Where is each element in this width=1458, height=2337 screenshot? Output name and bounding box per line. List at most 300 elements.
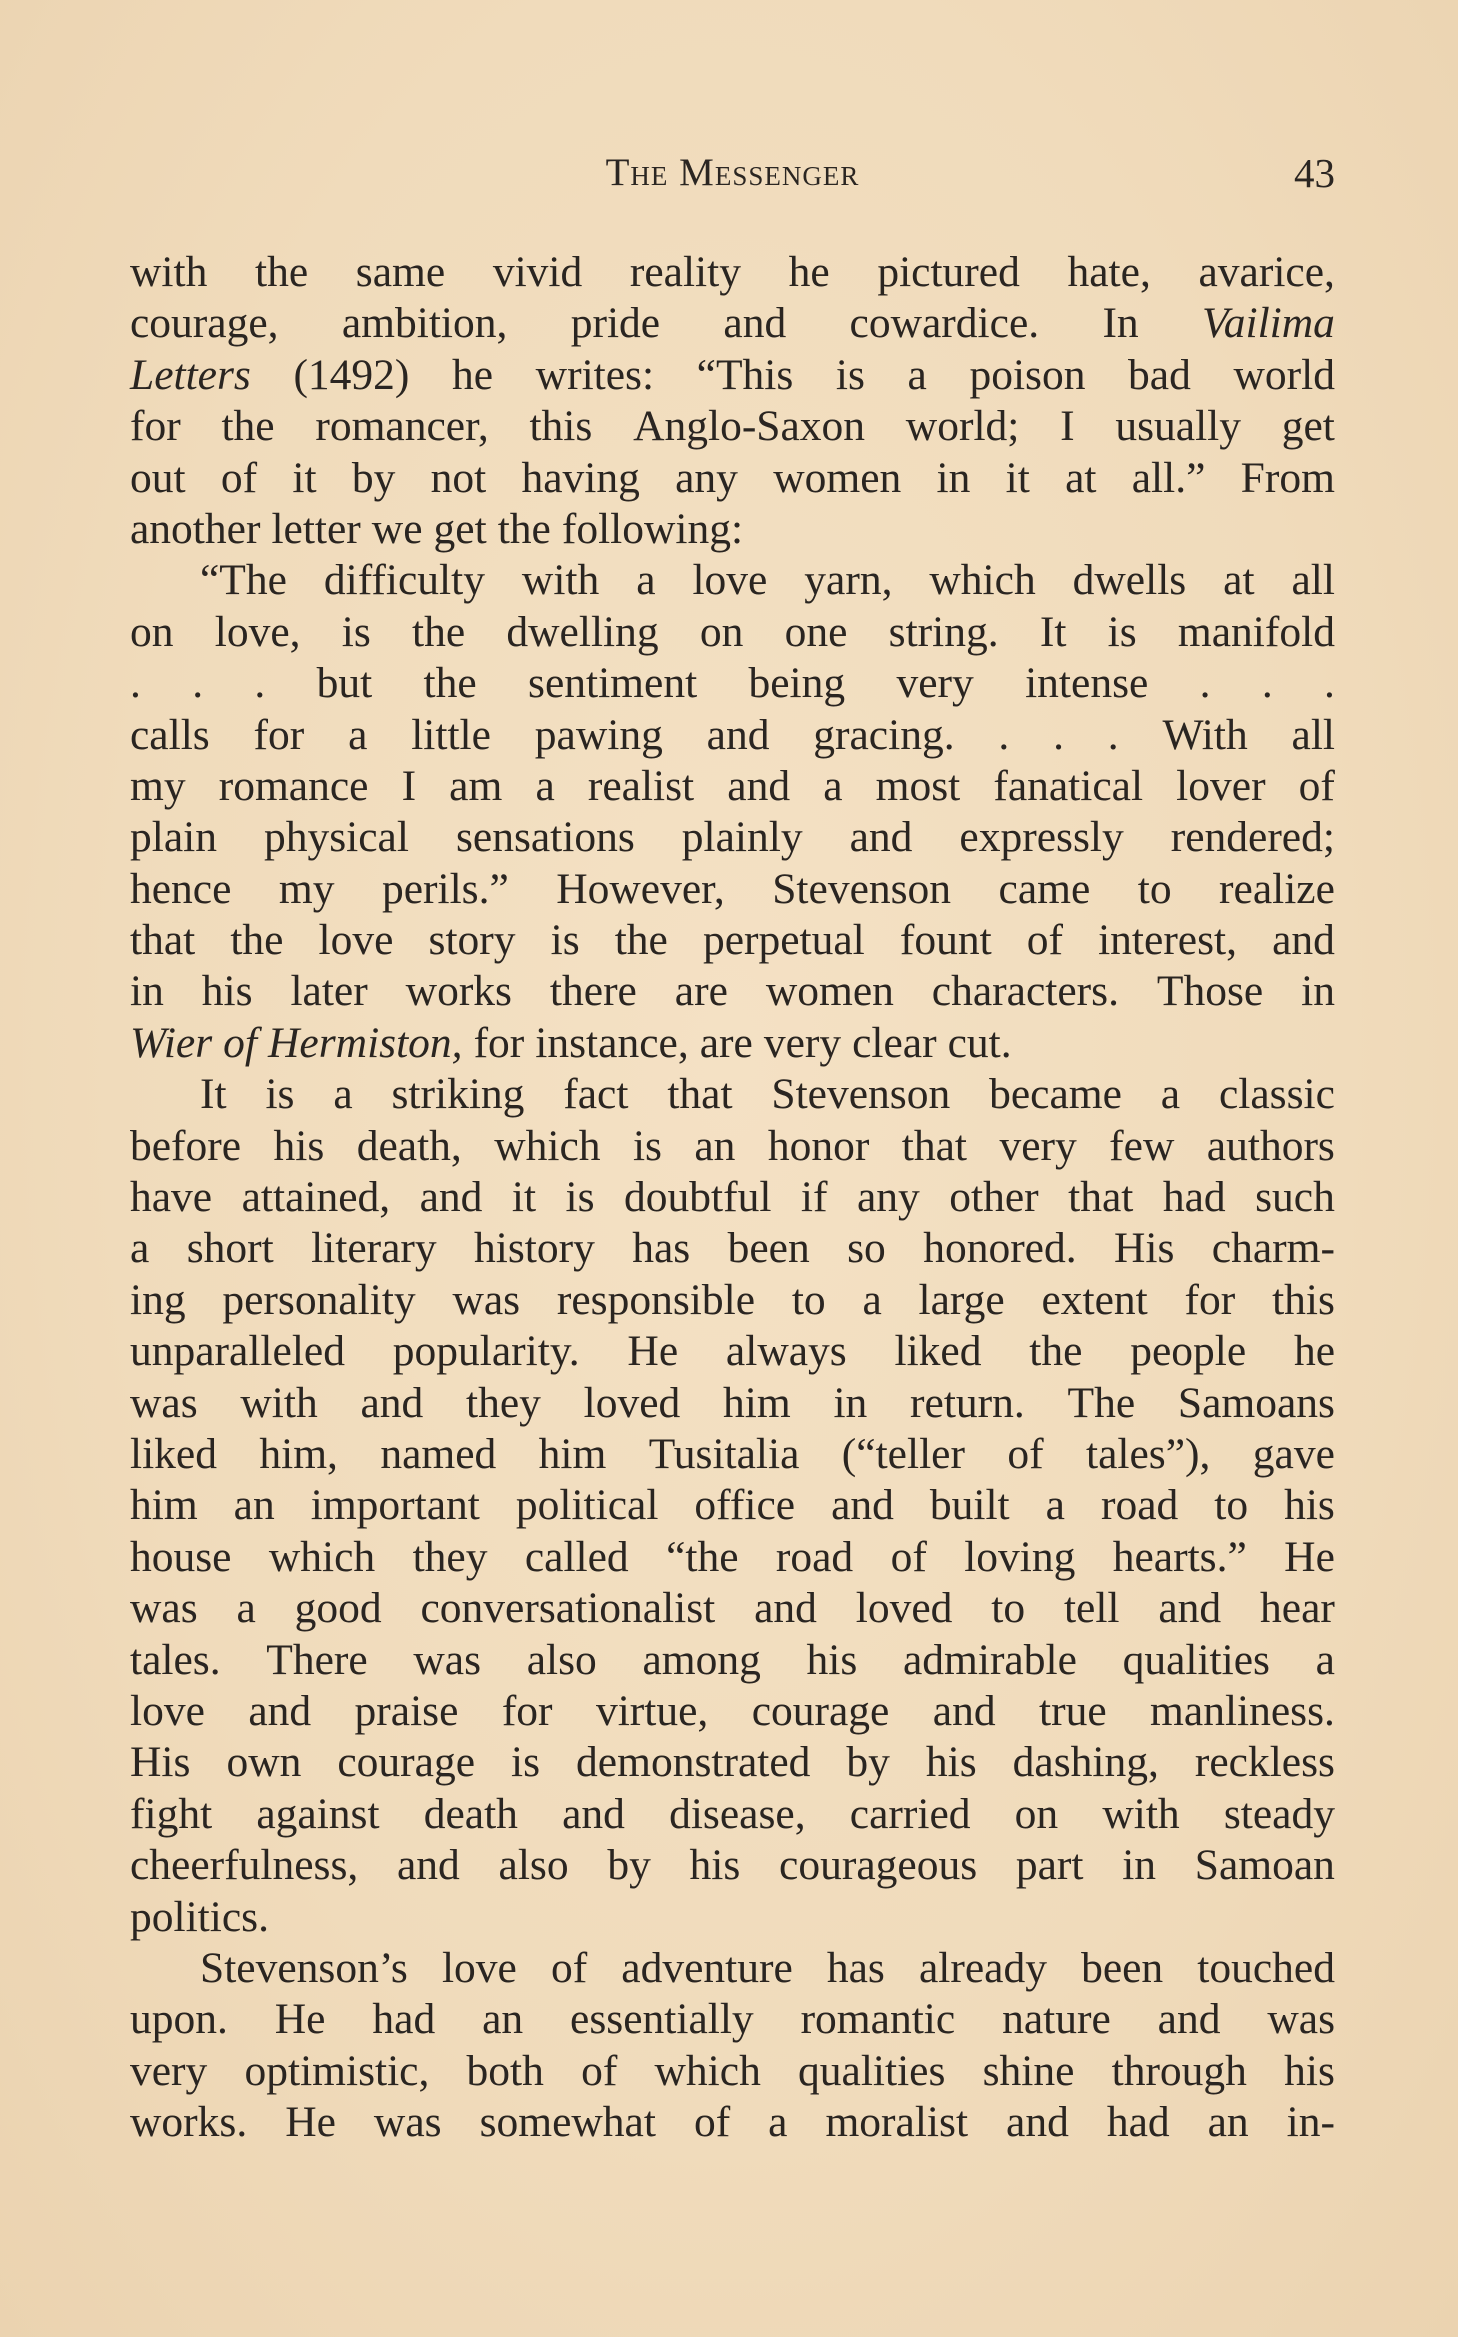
word: him [130,1481,198,1530]
word: romantic [800,1995,956,2044]
word: It [200,1070,227,1119]
word: is [341,607,371,656]
word: virtue, [595,1686,709,1735]
word: striking [391,1070,525,1119]
word: came [998,864,1091,913]
text-line [130,812,1335,863]
word: a [130,1224,150,1273]
word: women [773,453,902,502]
word: I [1060,402,1075,451]
word: Stevenson’s [200,1943,408,1992]
word: also [526,1635,597,1684]
word: is [632,1121,662,1170]
word: and [849,813,913,862]
word: his [925,1738,977,1787]
word: vivid [492,248,583,296]
word: history [474,1224,595,1273]
word: realize [1219,864,1335,913]
word: honored. [923,1224,1077,1273]
text-line [130,1789,1335,1840]
word: The [1067,1378,1136,1427]
word: house [130,1532,232,1581]
page-number: 43 [1294,150,1335,196]
text-line [130,555,1335,606]
word: an [694,1121,736,1170]
text-line [130,658,1335,709]
word: by [607,1841,651,1890]
word: has [826,1943,885,1992]
text-line [130,1532,1335,1583]
word: the [1029,1327,1083,1376]
word: return. [910,1378,1025,1427]
word: office [694,1481,796,1530]
word: In [1102,299,1139,348]
text-line [130,1223,1335,1274]
word: dwells [1072,556,1187,605]
word: his [1284,1481,1335,1530]
text-line [130,1635,1335,1686]
word: a [636,556,656,605]
word: a [768,2098,788,2147]
word: of [1298,761,1335,810]
word: among [642,1635,761,1684]
word: Hermiston, [268,1018,463,1067]
body-text [130,247,1335,2148]
word: Samoans [1177,1378,1335,1427]
text-line [130,1686,1335,1737]
word: lover [1176,761,1266,810]
word: . [254,659,266,708]
word: story [428,916,516,965]
word: had [1106,2098,1170,2147]
word: his [1284,2046,1335,2095]
word: other [949,1173,1039,1222]
word: it [511,1173,537,1222]
word: carried [849,1789,971,1838]
word: and [754,1584,817,1633]
word: all [1291,710,1335,759]
word: writes: [535,350,655,399]
word: women [765,967,894,1016]
word: and [419,1173,483,1222]
word: loved [855,1584,953,1633]
word: However, [556,864,725,913]
text-line [130,1121,1335,1172]
word: realist [587,761,695,810]
word: that [130,916,196,965]
word: it [292,453,317,502]
word: loving [964,1532,1076,1581]
word: are [699,1018,753,1067]
word: his [201,967,253,1016]
word: and [831,1481,894,1530]
word: it [1005,453,1030,502]
word: pawing [534,710,663,759]
word: “the [666,1532,739,1581]
word: tales”), [1085,1429,1211,1478]
word: following: [561,504,744,553]
word: which [494,1121,601,1170]
word: hear [1260,1584,1335,1633]
word: an [233,1481,275,1530]
word: usually [1115,402,1242,451]
word: cheerfulness, [130,1841,359,1890]
word: large [918,1275,1005,1324]
word: expressly [959,813,1124,862]
page-header [130,143,1335,203]
text-line [130,504,1335,555]
word: to [1214,1481,1249,1530]
word: had [1162,1173,1226,1222]
word: authors [1206,1121,1335,1170]
word: loved [583,1378,681,1427]
text-line [130,864,1335,915]
text-line [130,1069,1335,1120]
word: the [254,248,309,296]
word: if [800,1173,828,1222]
word: been [727,1224,810,1273]
word: yarn, [804,556,893,605]
word: a [862,1275,882,1324]
word: love, [214,607,301,656]
word: courage [337,1738,476,1787]
word: that [901,1121,968,1170]
word: to [791,1275,826,1324]
word: is [565,1173,595,1222]
word: was [130,1584,198,1633]
text-line [130,1018,1335,1069]
word: a [1160,1070,1181,1119]
word: fight [130,1789,213,1838]
word: am [449,761,503,810]
word: political [515,1481,659,1530]
word: any [675,453,738,502]
word: very [130,2046,208,2095]
word: I [401,761,417,810]
word: for [1184,1275,1236,1324]
text-line [130,1326,1335,1377]
word: he [788,248,830,296]
word: a [535,761,555,810]
word: plain [130,813,217,862]
word: romancer, [315,402,489,451]
word: the [614,916,668,965]
word: had [372,1995,436,2044]
word: a [823,761,843,810]
word: attained, [241,1173,391,1222]
word: popularity. [392,1327,580,1376]
word: honor [767,1121,870,1170]
word: there [549,967,637,1016]
word: doubtful [624,1173,772,1222]
word: he [1293,1327,1335,1376]
word: his [806,1635,858,1684]
word: responsible [556,1275,756,1324]
word: with [521,556,600,605]
word: for [473,1018,525,1067]
word: the [423,659,477,708]
word: courage, [130,299,279,348]
running-title: The Messenger [605,151,860,194]
word: and [727,761,791,810]
word: are [674,967,728,1016]
word: Stevenson [772,864,952,913]
word: adventure [621,1943,793,1992]
word: in [130,967,164,1016]
word: shine [982,2046,1075,2095]
word: that [667,1070,733,1119]
word: works. [130,2098,248,2147]
word: ambition, [341,299,508,348]
word: him [538,1429,607,1478]
word: intense [1025,659,1149,708]
word: . [1324,659,1335,708]
word: qualities [1122,1635,1270,1684]
word: of [1007,1429,1044,1478]
word: few [1109,1121,1175,1170]
word: difficulty [323,556,485,605]
word: is [511,1738,541,1787]
word: literary [311,1224,437,1273]
word: his [273,1121,325,1170]
word: plainly [681,813,803,862]
word: against [256,1789,380,1838]
word: sentiment [528,659,698,708]
word: characters. [931,967,1119,1016]
word: hearts.” [1112,1532,1247,1581]
word: the [230,916,284,965]
word: courageous [779,1841,978,1890]
word: pictured [877,248,1020,296]
word: . [130,659,141,708]
word: a [333,1070,353,1119]
word: (1492) [293,350,410,399]
word: an [1207,2098,1249,2147]
word: before [130,1121,242,1170]
word: He [1284,1532,1335,1581]
word: my [130,761,186,810]
word: not [430,453,487,502]
word: also [498,1841,569,1890]
word: liked [894,1327,982,1376]
word: pride [570,299,661,348]
word: He [627,1327,679,1376]
text-line [130,1892,1335,1943]
word: both [466,2046,544,2095]
text-line [130,710,1335,761]
word: and [1006,2098,1069,2147]
word: they [466,1378,541,1427]
word: good [294,1584,382,1633]
word: love [692,556,768,605]
word: of [223,1018,258,1067]
text-line [130,915,1335,966]
text-line [130,1480,1335,1531]
word: my [278,864,335,913]
word: on [1014,1789,1059,1838]
word: of [1026,916,1064,965]
word: later [290,967,368,1016]
word: for [253,710,305,759]
word: being [748,659,846,708]
word: demonstrated [576,1738,811,1787]
word: Vailima [1202,299,1335,348]
word: world [1233,350,1335,399]
word: Samoan [1194,1841,1335,1890]
text-line [130,350,1335,401]
word: gracing. [813,710,955,759]
word: death, [356,1121,462,1170]
word: the [412,607,466,656]
word: charm- [1211,1224,1335,1273]
text-line [130,1172,1335,1223]
word: letter [271,504,361,553]
word: world; [905,402,1020,451]
word: dwelling [506,607,659,656]
text-line [130,247,1335,298]
word: nature [1002,1995,1111,2044]
word: was [130,1378,198,1427]
word: with [130,248,208,296]
word: in- [1286,2098,1335,2147]
word: in [1122,1841,1157,1890]
word: all [1291,556,1335,605]
word: Tusitalia [648,1429,800,1478]
word: dashing, [1012,1738,1159,1787]
word: Stevenson [771,1070,951,1119]
word: this [529,402,593,451]
word: ing [130,1275,186,1324]
word: bad [1128,350,1191,399]
word: people [1130,1327,1247,1376]
word: have [130,1173,213,1222]
word: rendered; [1170,813,1335,862]
word: extent [1041,1275,1148,1324]
word: fanatical [993,761,1144,810]
word: with [240,1378,318,1427]
text-line [130,761,1335,812]
word: is [265,1070,295,1119]
text-line [130,1737,1335,1788]
word: interest, [1098,916,1238,965]
word: His [1113,1224,1175,1273]
word: already [918,1943,1047,1992]
word: so [847,1224,886,1273]
word: and [1158,1584,1222,1633]
word: in [1301,967,1335,1016]
word: most [875,761,961,810]
word: for [130,402,181,451]
word: such [1255,1173,1335,1222]
text-line [130,1943,1335,1994]
word: admirable [902,1635,1077,1684]
word: a [907,350,927,399]
word: his [689,1841,741,1890]
word: moralist [825,2098,969,2147]
word: through [1111,2046,1247,2095]
text-line [130,453,1335,504]
word: to [1137,864,1172,913]
word: same [355,248,446,296]
word: and [706,710,770,759]
word: conversationalist [420,1584,716,1633]
text-line [130,966,1335,1017]
word: optimistic, [244,2046,430,2095]
word: and [1272,916,1335,965]
word: disease, [669,1789,806,1838]
word: “This [696,350,794,399]
word: was [452,1275,521,1324]
word: road [1100,1481,1179,1530]
text-line [130,1583,1335,1634]
text-line [130,298,1335,349]
word: . [998,710,1010,759]
word: him, [259,1429,338,1478]
word: he [452,350,494,399]
word: romance [218,761,369,810]
word: named [380,1429,497,1478]
text-line [130,401,1335,452]
word: qualities [798,2046,946,2095]
word: works [405,967,512,1016]
word: all.” [1131,453,1206,502]
word: Letters [130,350,251,399]
word: It [1039,607,1067,656]
word: they [412,1532,488,1581]
word: with [1102,1789,1180,1838]
word: built [929,1481,1010,1530]
word: is [1107,607,1137,656]
word: poison [969,350,1086,399]
word: There [266,1635,368,1684]
word: of [220,453,258,502]
word: liked [130,1429,217,1478]
text-line [130,1275,1335,1326]
text-line [130,607,1335,658]
word: essentially [570,1995,754,2044]
word: personality [222,1275,416,1324]
word: been [1081,1943,1164,1992]
word: but [316,659,373,708]
word: manifold [1177,607,1335,656]
word: little [411,710,491,759]
word: love [441,1943,517,1992]
word: His [130,1738,191,1787]
word: Anglo-Saxon [633,402,866,451]
text-line [130,2097,1335,2148]
word: very [999,1121,1077,1170]
word: reality [629,248,741,296]
word: road [775,1532,854,1581]
word: and [248,1686,312,1735]
word: physical [263,813,409,862]
word: has [632,1224,691,1273]
word: on [130,607,174,656]
word: get [1281,402,1335,451]
word: and [360,1378,424,1427]
word: a [236,1584,256,1633]
word: very [763,1018,842,1067]
word: From [1240,453,1335,502]
word: out [130,453,186,502]
word: at [1065,453,1097,502]
word: perils.” [381,864,509,913]
word: any [856,1173,920,1222]
word: called [524,1532,629,1581]
word: . [1199,659,1211,708]
word: part [1015,1841,1084,1890]
word: hate, [1067,248,1151,296]
